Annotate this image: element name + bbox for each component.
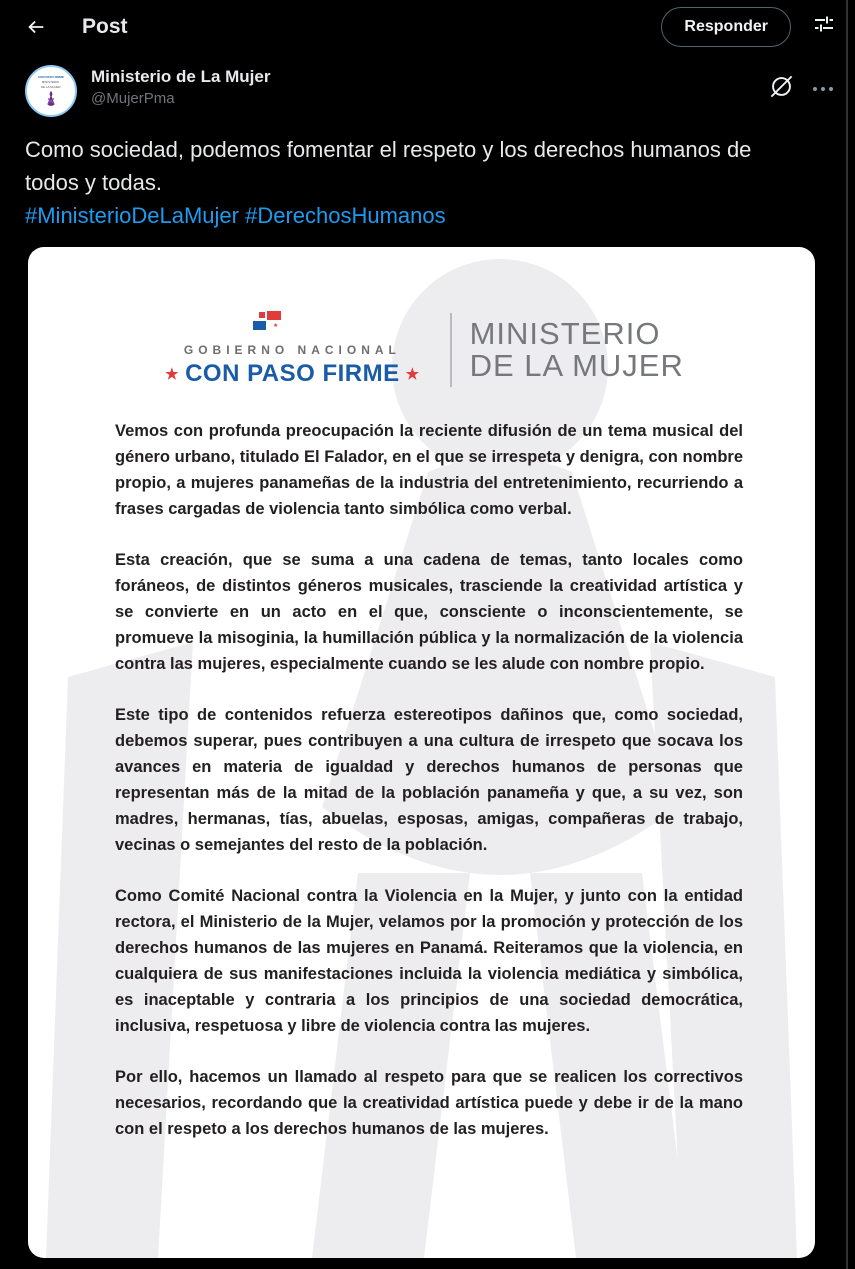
author-handle: @MujerPma xyxy=(91,90,175,107)
avatar-micro-text: CON PASO FIRME xyxy=(38,75,64,79)
statement-image[interactable] xyxy=(28,247,815,1258)
more-icon xyxy=(813,87,833,91)
sliders-icon xyxy=(812,12,836,41)
panama-flag-icon xyxy=(252,311,282,338)
more-button[interactable] xyxy=(813,87,833,91)
statement-paragraph: Este tipo de contenidos refuerza estereotipos dañinos que, como sociedad, debemos superar, pues contribuyen a una cultura de irrespeto que socava los avances en materia de igualdad y derechos humanos de personas que representan más de la mitad de la población panameña y que, a su vez, son madres, hermanas, tías, abuelas, esposas, amigas, compañeras de trabajo, vecinas o semejantes del resto de la población. xyxy=(115,706,743,854)
reply-button[interactable]: Responder xyxy=(661,7,791,47)
star-icon: ★ xyxy=(165,366,180,383)
purple-figure-icon xyxy=(44,90,58,107)
statement-content xyxy=(28,247,815,1142)
gobierno-nacional-text: GOBIERNO NACIONAL xyxy=(183,343,401,357)
ministry-logo-line1: MINISTERIO xyxy=(469,315,661,351)
grok-button[interactable] xyxy=(768,73,795,105)
tweet-hashtags[interactable]: #MinisterioDeLaMujer #DerechosHumanos xyxy=(25,203,446,228)
statement-paragraph: Por ello, hacemos un llamado al respeto para que se realicen los correctivos necesarios, recordando que la creatividad artística puede y debe ir de la mano con el respeto a los derechos humanos de las mujeres. xyxy=(115,1068,743,1138)
page-title: Post xyxy=(82,14,128,38)
timeline-settings-button[interactable] xyxy=(807,10,841,44)
grok-icon xyxy=(768,73,795,105)
logo-row xyxy=(28,247,815,388)
author-actions xyxy=(768,65,833,105)
author-names xyxy=(91,65,768,107)
back-button[interactable] xyxy=(18,9,54,45)
avatar[interactable] xyxy=(25,65,77,117)
ministerio-de-la-mujer-logo xyxy=(469,315,684,383)
tweet-text xyxy=(0,117,820,232)
author-row xyxy=(0,53,855,117)
statement-paragraph: Como Comité Nacional contra la Violencia en la Mujer, y junto con la entidad rectora, el Ministerio de la Mujer, velamos por la promoción y protección de los derechos humanos de las mujeres en Panamá. Reiteramos que la violencia, en cualquiera de sus manifestaciones incluida la violencia mediática y simbólica, es inaceptable y contraria a los principios de una sociedad democrática, inclusiva, respetuosa y libre de violencia contra las mujeres. xyxy=(115,887,743,1035)
avatar-micro-text: DE LA MUJER xyxy=(41,85,61,89)
statement-body xyxy=(115,418,743,1142)
tweet-body-text: Como sociedad, podemos fomentar el respeto y los derechos humanos de todos y todas. xyxy=(25,137,752,195)
con-paso-firme-text: ★ CON PASO FIRME ★ xyxy=(159,360,425,388)
gobierno-nacional-logo xyxy=(159,311,425,388)
top-bar xyxy=(0,0,855,53)
star-icon: ★ xyxy=(405,366,420,383)
logo-divider xyxy=(450,313,452,387)
ministry-logo-line2: DE LA MUJER xyxy=(469,347,684,383)
avatar-micro-text: MINISTERIO xyxy=(42,80,60,84)
arrow-left-icon xyxy=(25,16,47,38)
column-divider xyxy=(846,0,848,1269)
statement-paragraph: Vemos con profunda preocupación la reciente difusión de un tema musical del género urbano, titulado El Falador, en el que se irrespeta y denigra, con nombre propio, a mujeres panameñas de la industria del entretenimiento, recurriendo a frases cargadas de violencia tanto simbólica como verbal. xyxy=(115,422,743,518)
statement-paragraph: Esta creación, que se suma a una cadena de temas, tanto locales como foráneos, de distintos géneros musicales, trasciende la creatividad artística y se convierte en un acto en el que, consciente o inconscientemente, se promueve la misoginia, la humillación pública y la normalización de la violencia contra las mujeres, especialmente cuando se les alude con nombre propio. xyxy=(115,551,743,673)
author-name[interactable]: Ministerio de La Mujer xyxy=(91,67,271,86)
